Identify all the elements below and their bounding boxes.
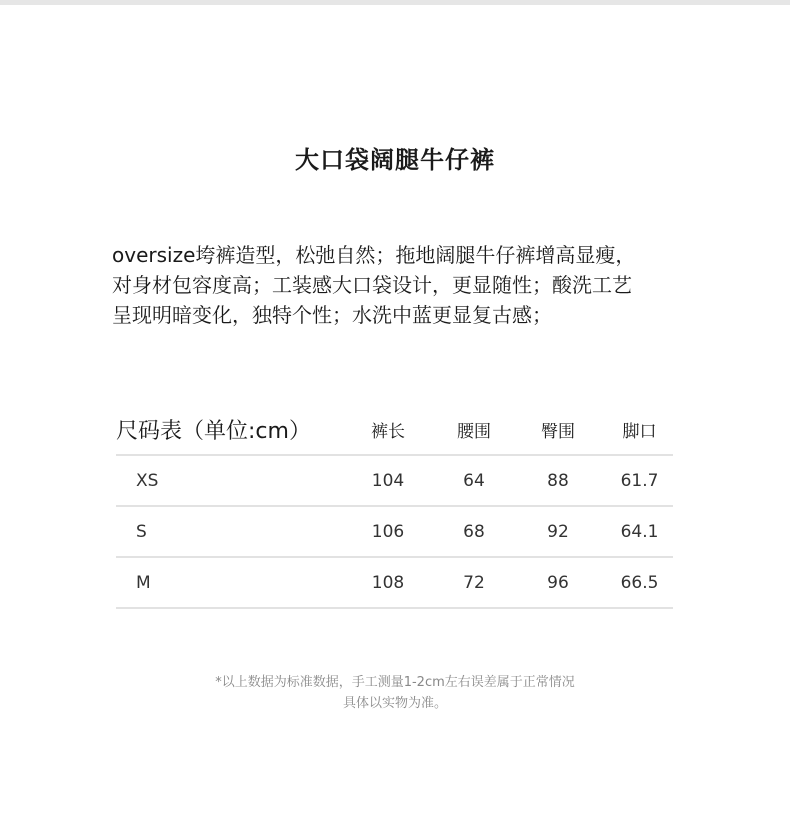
- length-value: 106: [338, 506, 438, 557]
- note-line: 具体以实物为准。: [342, 696, 447, 711]
- hip-value: 96: [510, 557, 606, 608]
- top-divider-bar: [0, 0, 790, 5]
- waist-value: 64: [438, 455, 510, 506]
- header-hip: 臀围: [510, 404, 606, 455]
- header-waist: 腰围: [438, 404, 510, 455]
- table-row: [116, 455, 673, 506]
- size-label: S: [116, 506, 338, 557]
- size-label: XS: [116, 455, 338, 506]
- hem-value: 64.1: [606, 506, 673, 557]
- product-description: [112, 240, 687, 330]
- length-value: 108: [338, 557, 438, 608]
- table-row: [116, 557, 673, 608]
- description-line: 呈现明暗变化，独特个性；水洗中蓝更显复古感；: [112, 303, 552, 327]
- note-line: *以上数据为标准数据，手工测量1-2cm左右误差属于正常情况: [215, 675, 575, 690]
- hem-value: 66.5: [606, 557, 673, 608]
- hip-value: 92: [510, 506, 606, 557]
- size-chart-table: [116, 404, 673, 609]
- size-label: M: [116, 557, 338, 608]
- table-row: [116, 506, 673, 557]
- product-title: 大口袋阔腿牛仔裤: [295, 146, 495, 174]
- description-line: oversize垮裤造型，松弛自然；拖地阔腿牛仔裤增高显瘦，: [112, 243, 636, 267]
- header-hem: 脚口: [606, 404, 673, 455]
- waist-value: 72: [438, 557, 510, 608]
- hip-value: 88: [510, 455, 606, 506]
- size-chart-title: 尺码表（单位:cm）: [116, 404, 338, 455]
- header-length: 裤长: [338, 404, 438, 455]
- waist-value: 68: [438, 506, 510, 557]
- size-chart-header-row: [116, 404, 673, 455]
- description-line: 对身材包容度高；工装感大口袋设计，更显随性；酸洗工艺: [112, 273, 632, 297]
- measurement-note: [0, 672, 790, 714]
- length-value: 104: [338, 455, 438, 506]
- hem-value: 61.7: [606, 455, 673, 506]
